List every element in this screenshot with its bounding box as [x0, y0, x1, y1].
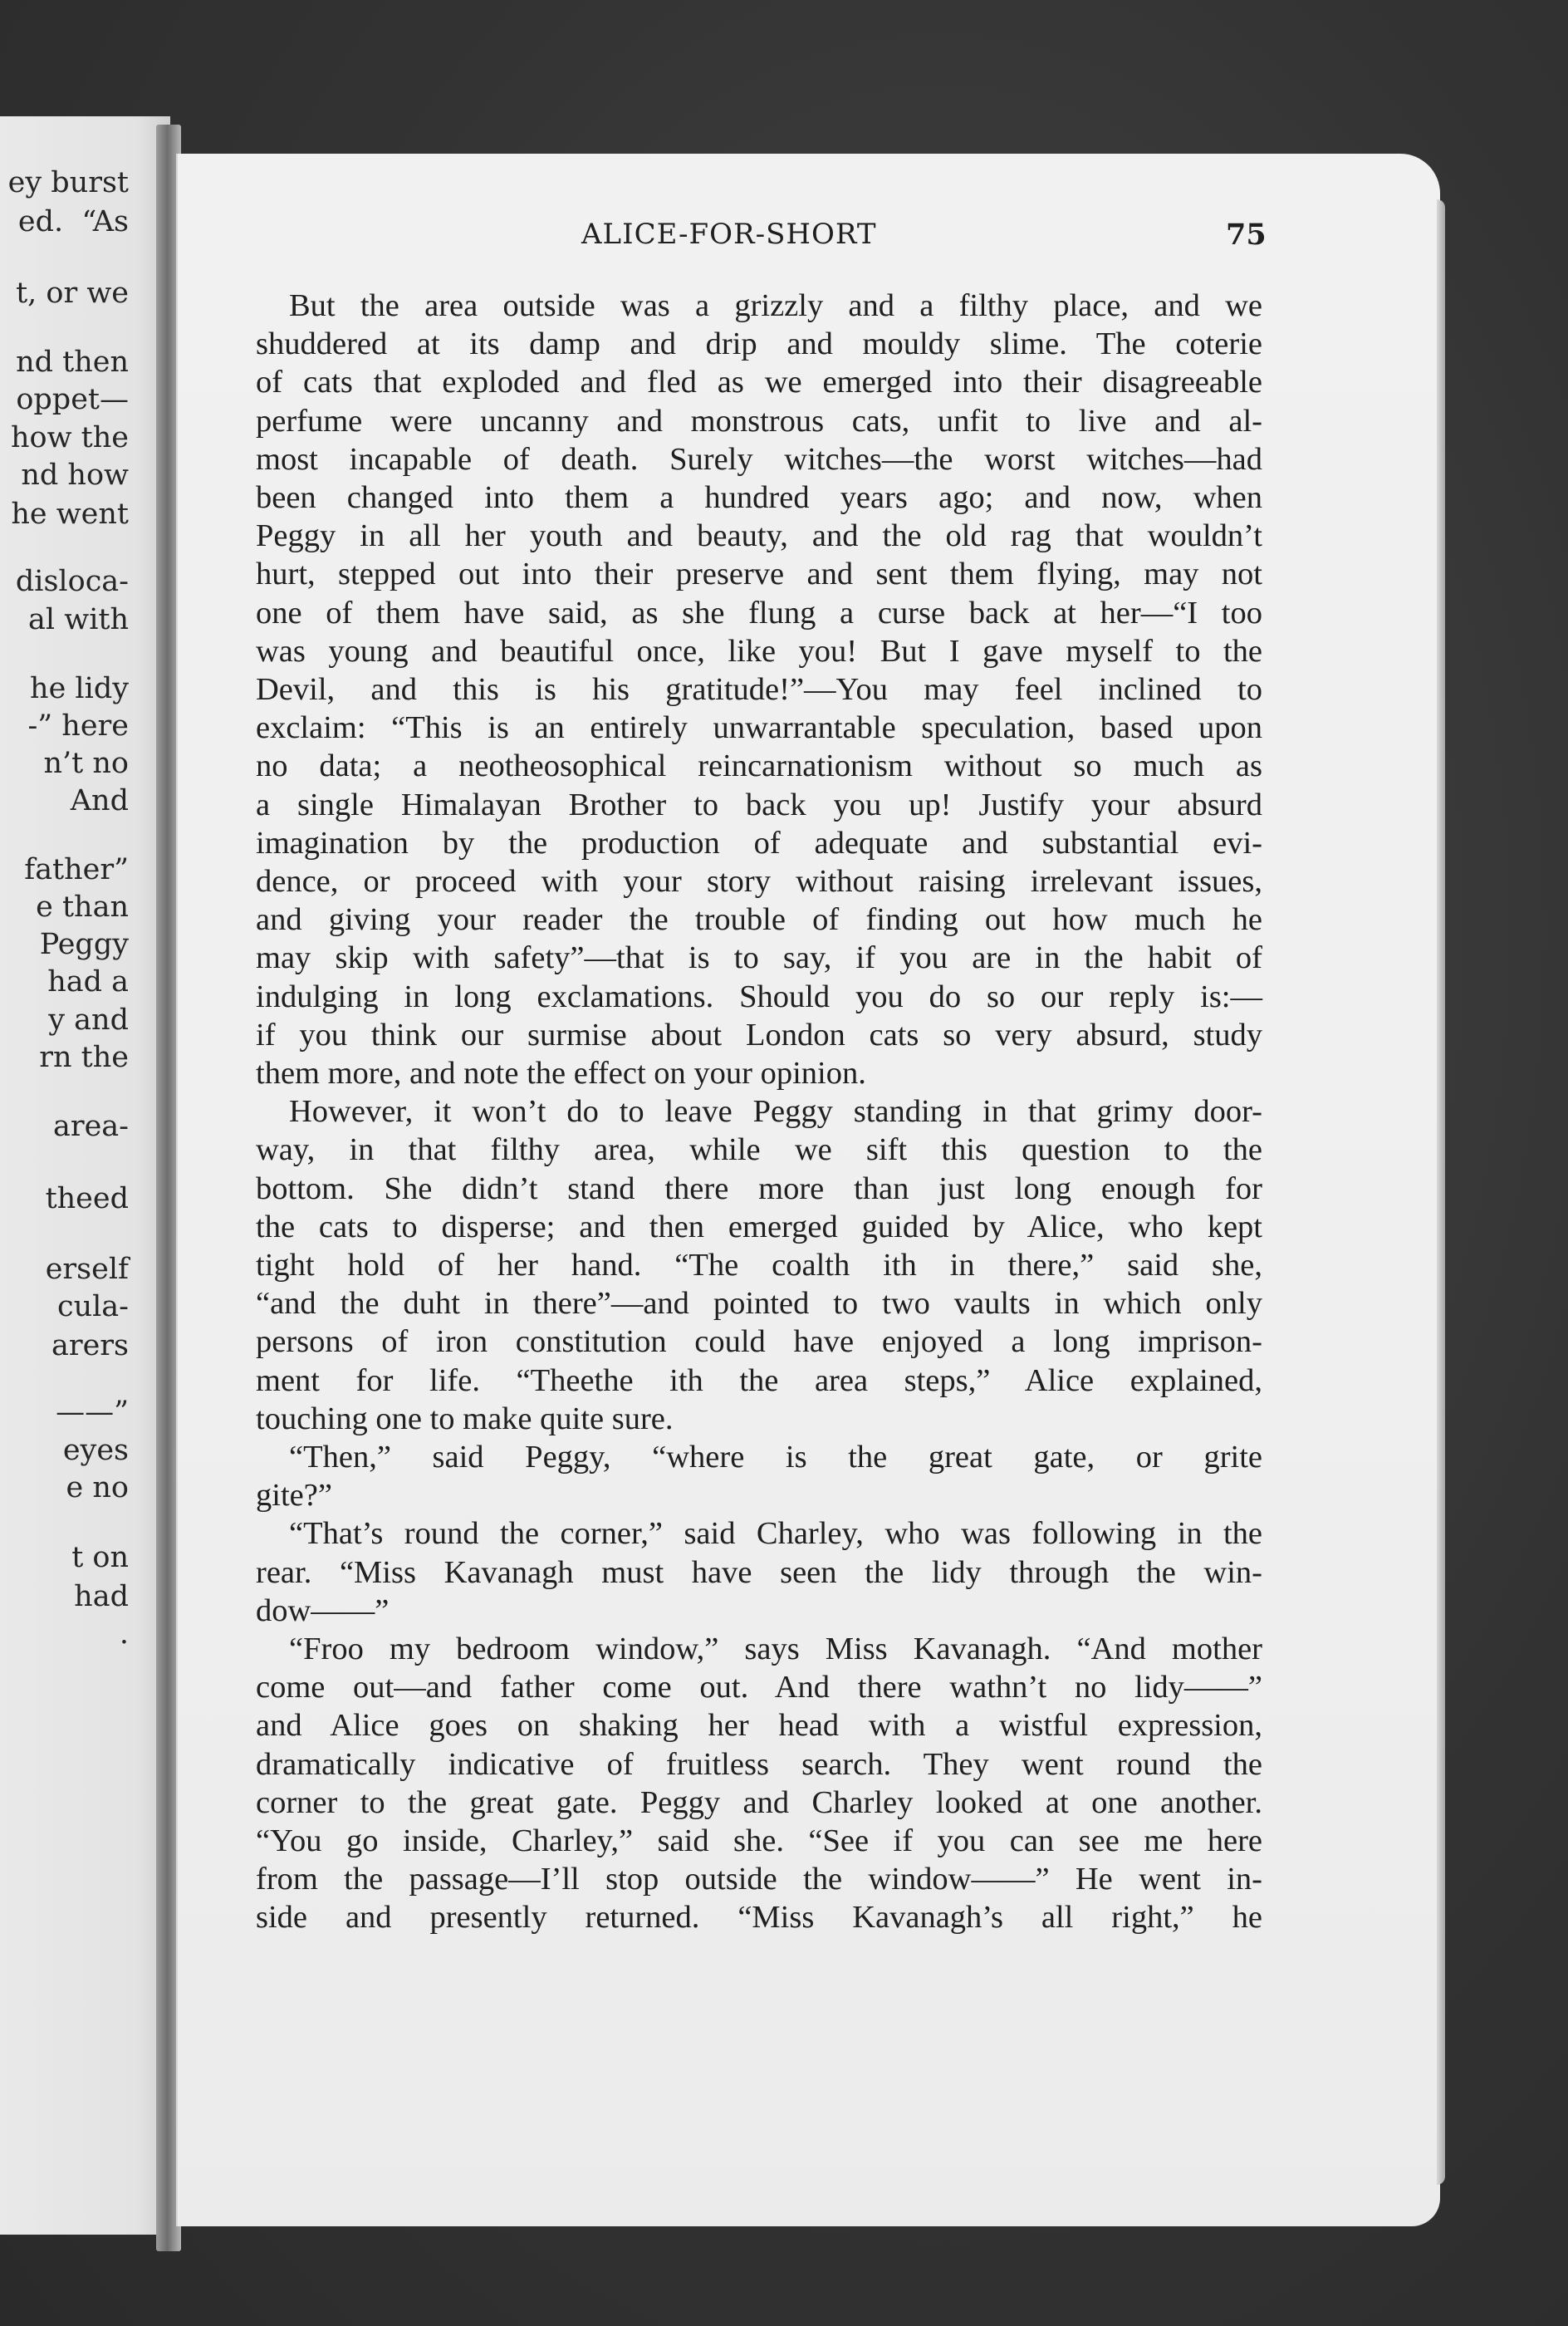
previous-page-text-fragment: area-: [52, 1110, 129, 1143]
text-line: imagination by the production of adequate and substantial evi-: [256, 825, 1262, 861]
previous-page-text-fragment: n’t no: [43, 747, 129, 780]
previous-page-text-fragment: cula-: [56, 1290, 129, 1323]
previous-page-text-fragment: ——”: [56, 1396, 129, 1429]
previous-page-text-fragment: he went: [11, 498, 129, 531]
text-line: “That’s round the corner,” said Charley, who was following in the: [289, 1516, 1262, 1552]
text-line: shuddered at its damp and drip and mouldy slime. The coterie: [256, 326, 1262, 362]
text-line: been changed into them a hundred years ago; and now, when: [256, 480, 1262, 515]
previous-page-text-fragment: theed: [45, 1182, 129, 1215]
text-line: most incapable of death. Surely witches—the worst witches—had: [256, 441, 1262, 477]
text-line: a single Himalayan Brother to back you up! Justify your absurd: [256, 787, 1262, 822]
text-line: may skip with safety”—that is to say, if you are in the habit of: [256, 940, 1262, 976]
previous-page-text-fragment: And: [70, 784, 129, 817]
text-line: hurt, stepped out into their preserve and sent them flying, may not: [256, 557, 1262, 592]
text-line: one of them have said, as she flung a curse back at her—“I too: [256, 595, 1262, 631]
previous-page-text-fragment: -” here: [27, 709, 129, 743]
previous-page-text-fragment: he lidy: [30, 672, 129, 705]
text-line: Peggy in all her youth and beauty, and the old rag that wouldn’t: [256, 518, 1262, 554]
previous-page-text-fragment: ey burst: [7, 166, 129, 199]
previous-page-text-fragment: erself: [45, 1253, 129, 1286]
text-line: bottom. She didn’t stand there more than just long enough for: [256, 1170, 1262, 1206]
previous-page-text-fragment: t on: [71, 1541, 129, 1574]
text-line: persons of iron constitution could have enjoyed a long imprison-: [256, 1324, 1262, 1360]
text-line: corner to the great gate. Peggy and Charley looked at one another.: [256, 1784, 1262, 1820]
text-line: Devil, and this is his gratitude!”—You may feel inclined to: [256, 672, 1262, 707]
previous-page-text-fragment: oppet—: [16, 383, 129, 416]
text-line: tight hold of her hand. “The coalth ith in there,” said she,: [256, 1248, 1262, 1283]
text-line: and Alice goes on shaking her head with a wistful expression,: [256, 1708, 1262, 1744]
text-line: from the passage—I’ll stop outside the window——” He went in-: [256, 1862, 1262, 1897]
previous-page-text-fragment: had: [74, 1580, 129, 1613]
text-line: and giving your reader the trouble of finding out how much he: [256, 902, 1262, 938]
previous-page-text-fragment: al with: [28, 603, 129, 636]
previous-page-text-fragment: how the: [10, 421, 129, 454]
text-line: was young and beautiful once, like you! But I gave myself to the: [256, 633, 1262, 669]
running-head: ALICE-FOR-SHORT: [581, 218, 877, 251]
previous-page-text-fragment: y and: [48, 1004, 129, 1037]
text-line: ment for life. “Theethe ith the area steps,” Alice explained,: [256, 1362, 1262, 1398]
text-line: touching one to make quite sure.: [256, 1401, 674, 1436]
text-line: the cats to disperse; and then emerged guided by Alice, who kept: [256, 1209, 1262, 1244]
text-line: indulging in long exclamations. Should you do so our reply is:—: [256, 979, 1262, 1014]
text-line: “Froo my bedroom window,” says Miss Kavanagh. “And mother: [289, 1632, 1262, 1666]
text-line: dramatically indicative of fruitless search. They went round the: [256, 1746, 1262, 1782]
previous-page-text-fragment: Peggy: [39, 928, 129, 961]
previous-page-text-fragment: e than: [36, 891, 129, 924]
text-line: dence, or proceed with your story without raising irrelevant issues,: [256, 864, 1262, 899]
text-line: way, in that filthy area, while we sift this question to the: [256, 1132, 1262, 1168]
previous-page-text-fragment: t, or we: [16, 277, 129, 310]
text-line: no data; a neotheosophical reincarnationism without so much as: [256, 748, 1262, 784]
text-line: them more, and note the effect on your opinion.: [256, 1056, 866, 1091]
previous-page-text-fragment: nd then: [16, 346, 129, 379]
text-line: of cats that exploded and fled as we emerged into their disagreeable: [256, 365, 1262, 400]
previous-page-text-fragment: nd how: [21, 459, 129, 492]
previous-page-text-fragment: ed. “As: [17, 205, 129, 238]
text-line: perfume were uncanny and monstrous cats, unfit to live and al-: [256, 403, 1262, 439]
text-line: However, it won’t do to leave Peggy standing in that grimy door-: [289, 1094, 1262, 1130]
previous-page-text-fragment: arers: [51, 1329, 129, 1362]
text-line: dow——”: [256, 1592, 390, 1628]
text-line: rear. “Miss Kavanagh must have seen the lidy through the win-: [256, 1554, 1262, 1590]
text-line: come out—and father come out. And there wathn’t no lidy——”: [256, 1670, 1262, 1705]
previous-page-text-fragment: father”: [24, 853, 129, 886]
previous-page-edge: [0, 116, 170, 2235]
previous-page-text-fragment: eyes: [62, 1434, 129, 1467]
page-number: 75: [1226, 218, 1267, 252]
previous-page-text-fragment: .: [119, 1617, 129, 1651]
text-line: if you think our surmise about London cats so very absurd, study: [256, 1017, 1262, 1053]
text-line: But the area outside was a grizzly and a filthy place, and we: [289, 288, 1262, 323]
text-line: side and presently returned. “Miss Kavanagh’s all right,” he: [256, 1900, 1262, 1936]
text-line: “and the duht in there”—and pointed to two vaults in which only: [256, 1286, 1262, 1322]
text-line: exclaim: “This is an entirely unwarrantable speculation, based upon: [256, 710, 1262, 746]
previous-page-text-fragment: rn the: [39, 1041, 129, 1074]
previous-page-text-fragment: had a: [47, 965, 129, 999]
previous-page-text-fragment: disloca-: [15, 565, 129, 598]
previous-page-text-fragment: e no: [66, 1471, 129, 1504]
text-line: gite?”: [256, 1478, 332, 1514]
text-line: “You go inside, Charley,” said she. “See if you can see me here: [256, 1823, 1262, 1858]
page-edge: [1437, 199, 1445, 2185]
text-line: “Then,” said Peggy, “where is the great gate, or grite: [289, 1440, 1262, 1475]
